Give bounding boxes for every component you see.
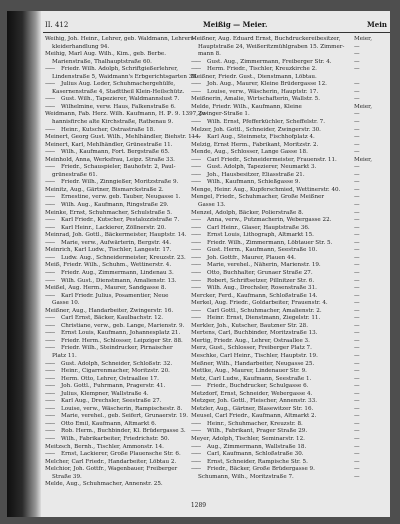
directory-entry-line <box>354 89 390 97</box>
directory-entry-line <box>354 315 390 323</box>
directory-entry-line: —— Friedr. Aug., Zimmermann, Lindenau 3. <box>45 270 184 278</box>
directory-entry: Meiß, Friedr. Wilh., Schuhm., Wettinerstr. 4. <box>45 262 172 269</box>
directory-page <box>7 11 390 517</box>
directory-entry-line: —— Wilh. Aug., Kaufmann, Ringstraße 29. <box>45 202 184 210</box>
directory-entry-line <box>354 81 390 89</box>
directory-entry-line <box>354 444 390 452</box>
directory-entry-line: —— Karl Aug., Steinmetz, Fischhofplatz 4. <box>191 134 350 142</box>
directory-entry-line: Platz 11. <box>52 352 77 359</box>
directory-entry-line <box>354 66 390 74</box>
directory-entry: Meißner, Aug., Handarbeiter, Zwingerstr. 16. <box>45 307 174 314</box>
directory-entry-line <box>354 285 390 293</box>
directory-entry-line: —— Friedr. Wilh. Adolph, Schriftgießerlehrer, <box>45 66 184 74</box>
directory-entry: Melchior, Joh. Gottfr., Wagenbauer, Freiberger <box>45 466 178 473</box>
directory-entry-line: Gasse 13. <box>198 202 226 209</box>
directory-entry: Meißel, Aug. Herm., Maurer, Sandgasse 8. <box>45 285 167 292</box>
directory-entry-line <box>354 338 390 346</box>
directory-entry-line: —— Gust. Adolph, Schneider, Schloßstr. 32. <box>45 361 184 369</box>
directory-entry-line <box>354 187 390 195</box>
directory-entry: Meinke, Ernst, Schuhmacher, Schulstraße 5. <box>45 209 173 216</box>
directory-entry-line: —— Heinr., Cigarrenmacher, Moritzstr. 20. <box>45 368 184 376</box>
directory-entry: Mertens, Carl, Buchbinder, Moritzstraße 13. <box>191 330 318 337</box>
book-binding-shadow <box>7 11 41 517</box>
directory-entry: Metzler, Aug., Gärtner, Blasewitzer Str. 16. <box>191 405 314 412</box>
directory-entry-line: —— Ernst Louis, Lithograph, Altmarkt 15. <box>191 232 350 240</box>
directory-entry-line: —— Otto, Buchhalter, Grunaer Straße 27. <box>191 270 350 278</box>
directory-entry: Weihig, Joh. Heinr., Lehrer, geb. Waldmann, Lehrers- <box>45 36 196 42</box>
directory-entry-line: —— Wilh. Gust., Dienstmann, Amalienstr. 13. <box>45 278 184 286</box>
directory-entry-line <box>354 451 390 459</box>
directory-entry-line <box>354 466 390 474</box>
directory-entry-line <box>354 217 390 225</box>
directory-entry-line: mann 8. <box>198 51 221 58</box>
directory-entry: Meinrich, Karl Ludw., Tischler, Langestr. 17. <box>45 247 172 254</box>
directory-entry: Meier, <box>354 156 372 163</box>
directory-entry-line <box>354 308 390 316</box>
directory-entry-line: —— Joh. Gottl., Fuhrmann, Pragerstr. 41. <box>45 383 184 391</box>
directory-entry-line: —— Joh. Gottfr., Maurer, Plauen 44. <box>191 255 350 263</box>
directory-entry-line <box>354 164 390 172</box>
directory-entry-line <box>354 232 390 240</box>
directory-entry-line: —— Wilh., Fabrikant, Prager Straße 29. <box>191 428 350 436</box>
directory-entry-line <box>354 413 390 421</box>
directory-entry-line <box>354 172 390 180</box>
directory-entry: Melde, Friedr. Wilh., Kaufmann, Kleine <box>191 103 302 110</box>
directory-entry-line: Hauptstraße 24, Weißeritzmühlgraben 15. Zimmer- <box>198 43 345 50</box>
directory-entry-line <box>354 353 390 361</box>
column-middle <box>191 36 350 495</box>
directory-entry-line: —— Wilhelmine, verw. Haus, Falkenstraße 6. <box>45 104 184 112</box>
directory-entry-line: —— Robert, Schriftsetzer, Pillnitzer Str. 6. <box>191 278 350 286</box>
directory-entry-line: —— Heinr., Schuhmacher, Kreuzstr. 8. <box>191 421 350 429</box>
directory-entry-line <box>354 428 390 436</box>
column-left <box>45 36 208 495</box>
directory-entry-line <box>354 421 390 429</box>
directory-entry-line: Zwinger-Straße 1. <box>198 111 250 118</box>
directory-entry-line <box>354 210 390 218</box>
directory-entry-line: Gasse 10. <box>52 300 80 307</box>
page-number: II. 412 <box>45 21 69 29</box>
directory-entry-line: —— Julius Aug. Leder, Schuhmachergehülfe, <box>45 81 184 89</box>
directory-entry-line <box>354 74 390 82</box>
directory-entry: Meihig, Marl Aug. Wilh., Kim., geb. Berbe. <box>45 51 167 58</box>
directory-entry-line: Marienstraße, Thalhauptstraße 60. <box>52 58 152 65</box>
directory-entry-line: —— Karl Aug., Drechsler, Seestraße 27. <box>45 398 184 406</box>
directory-entry-line <box>354 262 390 270</box>
directory-entry: Weidmann, Fab. Herz. Wilh. Kaufmann, H. ℙ. 9. 1397, Jo- <box>45 111 208 118</box>
directory-entry-line: —— Heinr., Kutscher, Ostrastraße 18. <box>45 127 184 135</box>
directory-entry-line: —— Ernst, Schneider, Rampische Str. 5. <box>191 459 350 467</box>
directory-entry: Meschke, Carl Heinr., Tischler, Hauptstr. 19. <box>191 352 318 359</box>
directory-entry-line: —— Friedr. Wilh., Zimmermann, Löbtauer Str. 5. <box>191 240 350 248</box>
directory-entry-line: —— Friedr., Schauspieler, Bauhofstr. 2, Paul- <box>45 164 184 172</box>
directory-entry-line <box>354 474 390 482</box>
directory-entry-line <box>354 111 390 119</box>
directory-entry-line: —— Wilh. Ernst, Pfefferküchler, Scheffelstr. 7. <box>191 119 350 127</box>
directory-entry-line: —— Ernestine, verw. geb. Tauber, Neugasse 1. <box>45 194 184 202</box>
directory-entry: Meier, <box>354 103 372 110</box>
directory-entry-line: —— Marie, verehel., geb. Seifert, Grunaerstr. 19. <box>45 413 184 421</box>
directory-entry-line: Straße 39. <box>52 473 82 480</box>
directory-entry-line <box>354 270 390 278</box>
directory-entry-line: Lindenstraße 5, Waidmann's Erbgerichtsgarten 35. <box>52 73 198 80</box>
directory-entry: Metz, Carl Ludw., Kaufmann, Seestraße 1. <box>191 375 312 382</box>
directory-entry-line <box>354 149 390 157</box>
next-column-head: Mein <box>367 20 387 29</box>
page-footer: 1289 <box>190 502 207 509</box>
directory-entry-line: —— Christiane, verw., geb. Lange, Marienstr. 9. <box>45 323 184 331</box>
directory-entry-line: hannisfirche alte Kirchstraße, Rathenau 9. <box>52 119 174 126</box>
directory-entry-line: —— Marie, verw., Aufwärterin, Bergstr. 44. <box>45 240 184 248</box>
directory-entry-line <box>354 376 390 384</box>
directory-entry-line: —— Ernst, Lackierer, Große Plauensche Str. 6. <box>45 451 184 459</box>
directory-entry: Meinrad, Joh. Gottl., Bäckermeister, Hauptstr. 14. <box>45 232 187 239</box>
directory-entry: Melzig, Ernst Herm., Fabrikant, Moritzstr. 2. <box>191 141 319 148</box>
directory-entry-line: —— Wilh., Kaufmann, Fort. Bergstraße 65. <box>45 149 184 157</box>
header-rule <box>43 32 390 33</box>
directory-entry-line: —— Julius, Klempner, Wallstraße 4. <box>45 391 184 399</box>
directory-entry-line: —— Joh. Aug., Maurer, Kleine Brüdergasse 12. <box>191 81 350 89</box>
directory-entry-line: —— Rob. Herm., Buchbinder, Kl. Brüdergasse 3. <box>45 428 184 436</box>
directory-entry: Melzer, Joh. Gottl., Schneider, Zwingerstr. 30. <box>191 126 321 133</box>
directory-entry-line <box>354 330 390 338</box>
directory-entry: Meinert, Georg Gust. Wilh., Mehlhändler, Biehstr. 114. <box>45 134 201 141</box>
directory-entry-line <box>354 194 390 202</box>
running-head: Meißig — Meier. <box>203 20 268 29</box>
directory-entry-line: Schumann, Wilh., Moritzstraße 7. <box>198 473 294 480</box>
directory-entry: Merz, Gust., Schlosser, Freiberger Platz 7. <box>191 345 312 352</box>
directory-entry-line <box>354 345 390 353</box>
directory-entry: Meusel, Carl Friedr., Kaufmann, Altmarkt 2. <box>191 413 317 420</box>
directory-entry-line <box>354 59 390 67</box>
directory-entry-line: —— Carl Gottl., Schuhmacher, Amalienstr. 2. <box>191 308 350 316</box>
directory-entry: Meißnerin, Amalie, Wirtschafterin, Wallstr. 5. <box>191 96 321 103</box>
directory-entry-line: —— Anna, verw., Putzmacherin, Webergasse 22. <box>191 217 350 225</box>
directory-entry-line: —— Herm. Otto, Lehrer, Ostraallee 17. <box>45 376 184 384</box>
directory-entry-line: —— Friedr., Buchdrucker, Schulgasse 6. <box>191 383 350 391</box>
directory-entry-line <box>354 300 390 308</box>
directory-entry-line <box>354 383 390 391</box>
directory-entry-line: —— Carl Ernst, Bäcker, Kaulbachstr. 12. <box>45 315 184 323</box>
directory-entry-line: —— Louise, verw., Wäscherin, Rampischestr. 8. <box>45 406 184 414</box>
directory-entry-line: kleiderhandlung 94. <box>52 43 110 50</box>
column-right <box>354 36 390 495</box>
directory-entry-line: —— Wilh., Fabrikarbeiter, Friedrichstr. 50. <box>45 436 184 444</box>
directory-entry: Meßner, Wilh., Handarbeiter, Neugasse 25. <box>191 360 315 367</box>
directory-entry-line <box>354 459 390 467</box>
directory-entry: Mende, Aug., Schlosser, Lange Gasse 18. <box>191 149 308 156</box>
directory-entry-line <box>354 255 390 263</box>
directory-entry-line: —— Friedr. Wilh., Steindrucker, Pirnaischer <box>45 345 184 353</box>
directory-entry: Meinitz, Aug., Gärtner, Bismarckstraße 2. <box>45 186 164 193</box>
directory-entry-line <box>354 361 390 369</box>
directory-entry: Meitzsch, Bernh., Tischler, Ammonstr. 14. <box>45 443 164 450</box>
directory-entry: Meißner, Aug. Eduard Ernst, Buchdruckereibesitzer, <box>191 36 341 42</box>
directory-entry: Melde, Aug., Schuhmacher, Annenstr. 25. <box>45 481 163 488</box>
directory-entry-line: grünestraße 61. <box>52 171 98 178</box>
directory-entry: Melcher, Carl Friedr., Handarbeiter, Löbtau 2. <box>45 458 177 465</box>
directory-entry-line <box>354 278 390 286</box>
directory-entry-line <box>354 127 390 135</box>
directory-entry-line: —— Wilh., Kaufmann, Schießgasse 9. <box>191 179 350 187</box>
directory-entry-line: —— Gust. Aug., Zimmermann, Freiberger Str. 4. <box>191 59 350 67</box>
directory-entry-line: —— Herm. Friedr., Tischler, Kreuzkirche 2. <box>191 66 350 74</box>
directory-entry-line <box>354 240 390 248</box>
directory-entry-line: —— Carl, Kaufmann, Schloßstraße 30. <box>191 451 350 459</box>
directory-entry-line: —— Carl Heinr., Glaser, Hauptstraße 36. <box>191 225 350 233</box>
directory-entry: Meinert, Karl, Mehlhändler, Grünestraße 11. <box>45 141 173 148</box>
directory-entry-line <box>354 44 390 52</box>
directory-entry-line: —— Gust. Herm., Kaufmann, Seestraße 10. <box>191 247 350 255</box>
directory-entry-line: —— Karl Heinr., Lackierer, Zöllnerstr. 20. <box>45 225 184 233</box>
directory-entry-line: —— Ludw. Aug., Schneidermeister, Kreuzstr. 23. <box>45 255 184 263</box>
directory-entry-line <box>354 323 390 331</box>
directory-entry: Mettke, Aug., Maurer, Lindenauer Str. 9. <box>191 368 307 375</box>
directory-entry-line: —— Karl Friedr., Kutscher, Pestalozzistraße 7. <box>45 217 184 225</box>
directory-entry: Meier, <box>354 36 372 42</box>
directory-entry-line: Kasernenstraße 4, Stadttheil Klein-Heilschütz. <box>52 88 185 95</box>
directory-entry-line: —— Friedr., Bäcker, Große Brüdergasse 9. <box>191 466 350 474</box>
directory-entry-line <box>354 406 390 414</box>
directory-entry-line <box>354 368 390 376</box>
directory-entry: Menzel, Adolph, Bäcker, Polierstraße 8. <box>191 209 304 216</box>
directory-entry-line: —— Carl Friedr., Schneidermeister, Frauenstr. 11. <box>191 157 350 165</box>
directory-entry-line <box>354 142 390 150</box>
directory-entry: Meißner, Friedr. Gust., Dienstmann, Löbtau. <box>191 73 317 80</box>
directory-entry-line: —— Joh., Hausbesitzer, Eliasstraße 21. <box>191 172 350 180</box>
directory-entry-line <box>354 96 390 104</box>
directory-entry-line <box>354 119 390 127</box>
directory-entry: Metzdorf, Ernst, Schneider, Webergasse 4. <box>191 390 313 397</box>
directory-entry: Meyer, Adolph, Tischler, Seminarstr. 12. <box>191 435 305 442</box>
directory-entry-line: —— Karl Friedr. Julius, Posamentier, Neue <box>45 293 184 301</box>
directory-entry-line: —— Ernst Louis, Kaufmann, Johannesplatz 21. <box>45 330 184 338</box>
directory-entry: Merkel, Aug. Friedr., Goldarbeiter, Frauenstr. 4. <box>191 300 328 307</box>
directory-entry-line: —— Wilh. Aug., Drechsler, Rosenstraße 31. <box>191 285 350 293</box>
directory-entry-line <box>354 202 390 210</box>
directory-entry-line: —— Heinr. Ernst, Dienstmann, Ziegelstr. 11. <box>191 315 350 323</box>
directory-entry-line <box>354 293 390 301</box>
directory-entry-line: —— Gust. Wilh., Tapezierer, Waldmannslust 7. <box>45 96 184 104</box>
directory-entry-line <box>354 436 390 444</box>
directory-entry: Mertig, Friedr. Aug., Lehrer, Ostraallee 3. <box>191 337 310 344</box>
directory-entry-line: —— Friedr. Wilh., Zinngießer, Moritzstraße 9. <box>45 179 184 187</box>
directory-entry-line: —— Otto Emil, Kaufmann, Altmarkt 6. <box>45 421 184 429</box>
directory-entry-line <box>354 179 390 187</box>
directory-entry-line: —— Louise, verw., Wäscherin, Hauptstr. 17. <box>191 89 350 97</box>
directory-entry: Meinhold, Anna, Werksfrau, Leipz. Straße 33. <box>45 156 175 163</box>
directory-entry: Mengel, Friedr., Schuhmacher, Große Meißner <box>191 194 325 201</box>
directory-entry: Menge, Heinr. Aug., Kupferschmied, Wettinerstr. 40. <box>191 186 341 193</box>
directory-entry-line <box>354 51 390 59</box>
directory-entry-line: —— Friedr. Herm., Schlosser, Leipziger Str. 88. <box>45 338 184 346</box>
directory-entry-line: —— Aug., Zimmermann, Wallstraße 18. <box>191 444 350 452</box>
directory-entry: Metzger, Joh. Gottl., Fleischer, Annenstr. 33. <box>191 398 318 405</box>
directory-entry-line <box>354 398 390 406</box>
directory-entry: Merkler, Joh., Kutscher, Bautzner Str. 28. <box>191 322 308 329</box>
directory-entry-line: —— Marie, verehel., Näherin, Marienstr. 19. <box>191 262 350 270</box>
directory-entry: Mercker, Ferd., Kaufmann, Schloßstraße 14. <box>191 292 318 299</box>
directory-entry-line: —— Gust. Adolph, Tapezierer, Neumarkt 3. <box>191 164 350 172</box>
directory-entry-line <box>354 134 390 142</box>
directory-entry-line <box>354 391 390 399</box>
directory-entry-line <box>354 225 390 233</box>
directory-entry-line <box>354 247 390 255</box>
